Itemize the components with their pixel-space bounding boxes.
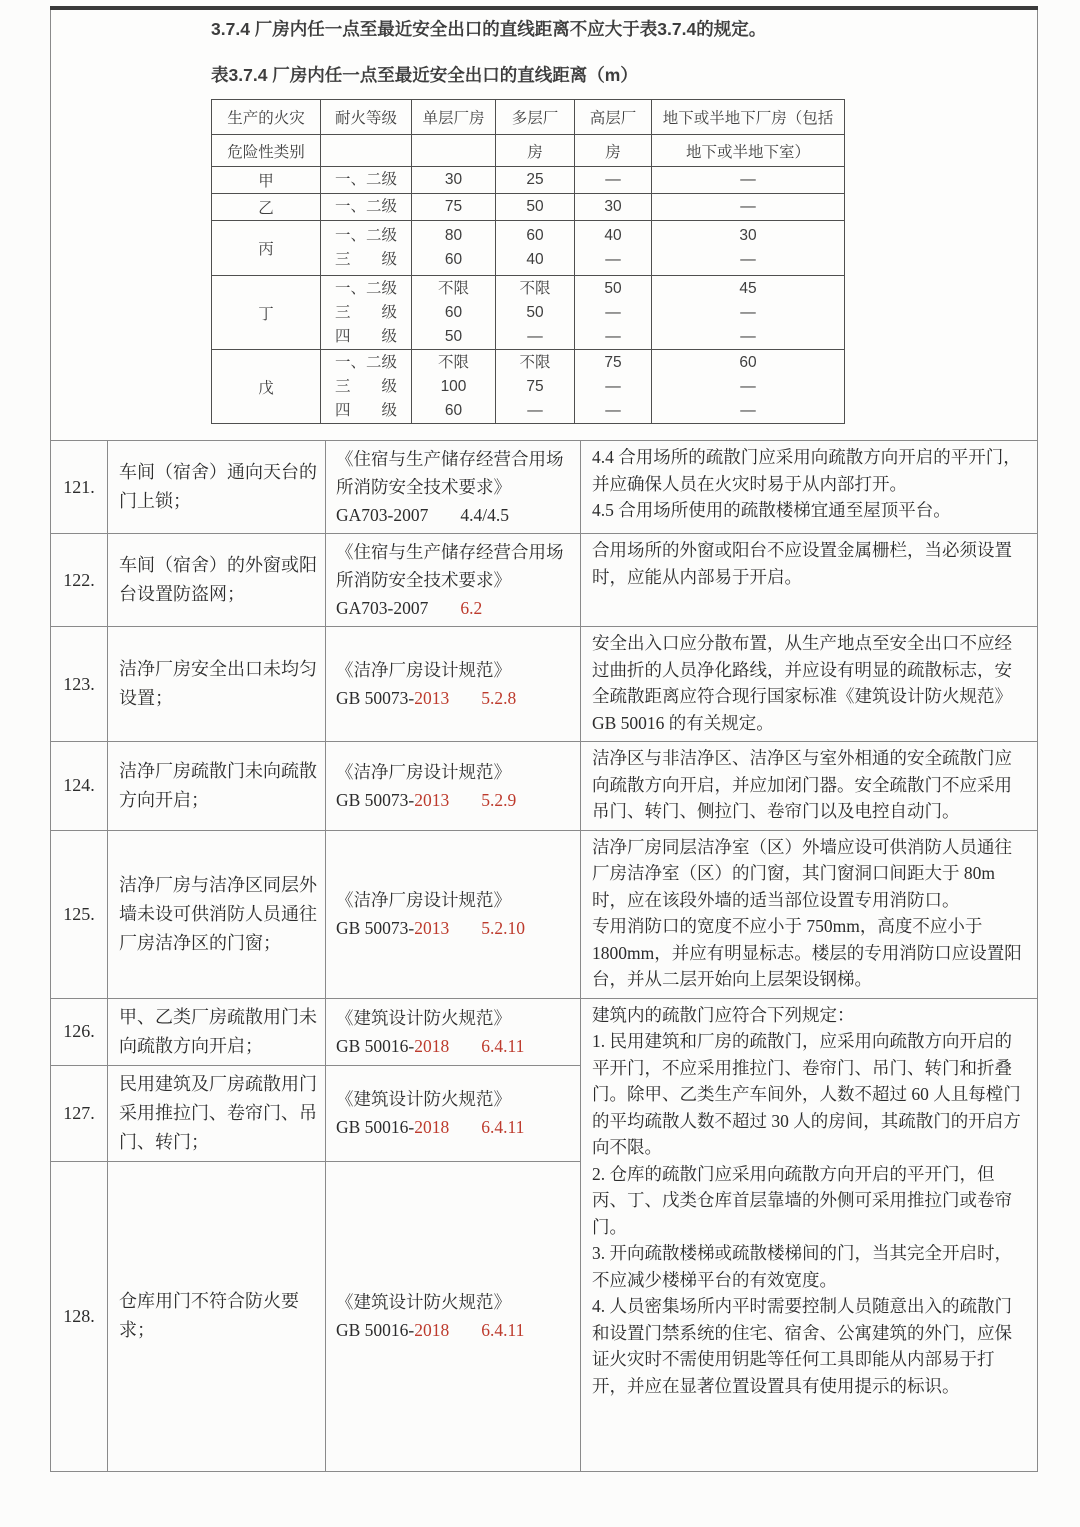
distance-cell-line: —: [605, 327, 621, 345]
requirement-paragraph: 3. 开向疏散楼梯或疏散楼梯间的门，当其完全开启时，不应减少楼梯平台的有效宽度。: [592, 1243, 1012, 1290]
fire-hazard-category: 戊: [212, 350, 321, 424]
high-rise-value: [575, 350, 652, 424]
distance-header-cell: [412, 135, 496, 167]
regulation-code-line: [336, 684, 574, 712]
violation-item: 洁净厂房安全出口未均匀设置；: [108, 627, 326, 742]
multi-storey-value: [496, 167, 575, 194]
violation-item: 车间（宿舍）通向天台的门上锁；: [108, 441, 326, 534]
regulation-ref: [326, 830, 581, 998]
distance-header-row: [212, 135, 845, 167]
regulation-title: 《建筑设计防火规范》: [336, 1007, 511, 1028]
high-rise-value: [575, 276, 652, 350]
fire-resistance-grade: [321, 276, 412, 350]
single-storey-value: [412, 276, 496, 350]
regulation-code-line: [336, 1113, 574, 1141]
distance-cell-line: 40: [604, 227, 622, 244]
distance-cell-line: 75: [444, 198, 463, 215]
distance-cell-line: 60: [526, 227, 544, 244]
requirement-text: [581, 441, 1038, 534]
high-rise-value: [575, 167, 652, 194]
distance-cell-line: 一、二级: [334, 171, 397, 188]
underground-value: [652, 221, 845, 276]
distance-cell-line: 一、二级: [334, 353, 397, 371]
distance-row: [212, 167, 845, 194]
violation-item: 甲、乙类厂房疏散用门未向疏散方向开启；: [108, 998, 326, 1065]
distance-cell-line: 不限: [519, 353, 551, 371]
row-number: 126.: [51, 998, 108, 1065]
distance-cell-line: —: [740, 171, 756, 188]
regulation-ref: [326, 441, 581, 534]
distance-cell-line: —: [740, 303, 756, 321]
regulation-title: 《洁净厂房设计规范》: [336, 761, 511, 782]
distance-cell-line: —: [605, 303, 621, 321]
intro-row: [51, 8, 1038, 441]
distance-cell-line: 50: [604, 279, 622, 297]
violation-item: 仓库用门不符合防火要求；: [108, 1161, 326, 1471]
regulation-section: 6.4.11: [481, 1320, 525, 1340]
regulation-ref: [326, 742, 581, 831]
single-storey-value: [412, 194, 496, 221]
distance-header-cell: 生产的火灾: [212, 100, 321, 135]
regulation-title: 《住宿与生产储存经营合用场所消防安全技术要求》: [336, 449, 564, 497]
distance-cell-line: 40: [526, 251, 544, 268]
checklist-row: [51, 441, 1038, 534]
distance-cell-line: 不限: [437, 353, 469, 371]
violation-item: 洁净厂房与洁净区同层外墙未设可供消防人员通往厂房洁净区的门窗；: [108, 830, 326, 998]
row-number: 121.: [51, 441, 108, 534]
distance-cell-line: —: [740, 198, 756, 215]
regulation-code: GB 50073-: [336, 789, 415, 810]
regulation-ref: [326, 627, 581, 742]
distance-header-cell: 多层厂: [496, 100, 575, 135]
distance-cell-line: 不限: [519, 279, 551, 297]
distance-header-cell: 房: [575, 135, 652, 167]
regulation-code: GB 50016-: [336, 1117, 415, 1137]
distance-cell-line: 三 级: [334, 251, 397, 268]
regulation-ref: [326, 534, 581, 627]
distance-table-rows: [212, 100, 845, 424]
regulation-year: 2018: [414, 1117, 450, 1137]
regulation-section: 6.2: [460, 598, 483, 618]
distance-cell-line: —: [740, 327, 756, 345]
requirement-paragraph: 洁净厂房同层洁净室（区）外墙应设可供消防人员通往厂房洁净室（区）的门窗，其门窗洞口间距大于 80m 时，应在该段外墙的适当部位设置专用消防口。: [592, 836, 1012, 910]
fire-resistance-grade: [321, 350, 412, 424]
distance-header-cell: 房: [496, 135, 575, 167]
distance-cell-line: 30: [444, 171, 463, 188]
distance-header-cell: 危险性类别: [212, 135, 321, 167]
fire-hazard-category: 丁: [212, 276, 321, 350]
distance-header-cell: 地下或半地下室）: [652, 135, 845, 167]
underground-value: [652, 350, 845, 424]
regulation-year: 2018: [414, 1035, 450, 1056]
fire-hazard-category: 乙: [212, 194, 321, 221]
distance-cell-line: —: [605, 401, 621, 419]
checklist-row: [51, 830, 1038, 998]
distance-cell-line: —: [527, 401, 543, 419]
regulation-year: 2013: [414, 918, 450, 938]
requirement-paragraph: 安全出入口应分散布置，从生产地点至安全出口不应经过曲折的人员净化路线，并应设有明显的疏散标志，安全疏散距离应符合现行国家标准《建筑设计防火规范》GB 50016 的有关规定。: [592, 633, 1012, 733]
distance-cell-line: 四 级: [334, 401, 397, 419]
regulation-code-line: [336, 1316, 574, 1344]
regulation-title: 《洁净厂房设计规范》: [336, 890, 511, 910]
regulation-year: 2013: [414, 688, 450, 708]
requirement-paragraph: 洁净区与非洁净区、洁净区与室外相通的安全疏散门应向疏散方向开启，并应加闭门器。安全疏散门不应采用吊门、转门、侧拉门、卷帘门以及电控自动门。: [592, 748, 1012, 821]
high-rise-value: [575, 194, 652, 221]
distance-row: [212, 350, 845, 424]
distance-cell-line: —: [527, 327, 543, 345]
distance-table-caption: 表3.7.4 厂房内任一点至最近安全出口的直线距离（m）: [211, 65, 638, 85]
distance-header-cell: 地下或半地下厂房（包括: [652, 100, 845, 135]
distance-cell-line: 80: [444, 227, 463, 244]
requirement-paragraph: 专用消防口的宽度不应小于 750mm，高度不应小于 1800mm，并应有明显标志。楼层的专用消防口应设置阳台，并从二层开始向上层架设钢梯。: [592, 916, 1022, 989]
distance-cell-line: —: [740, 401, 756, 419]
violation-item: 车间（宿舍）的外窗或阳台设置防盗网；: [108, 534, 326, 627]
distance-cell-line: 三 级: [334, 377, 397, 395]
distance-cell-line: 60: [739, 353, 757, 371]
distance-header-cell: 耐火等级: [321, 100, 412, 135]
distance-table: [211, 99, 845, 424]
checklist-table: [50, 6, 1038, 1472]
distance-cell-line: 四 级: [334, 327, 397, 345]
distance-cell-line: 50: [526, 303, 544, 321]
distance-cell-line: 60: [444, 303, 463, 321]
row-number: 122.: [51, 534, 108, 627]
requirement-paragraph: 建筑内的疏散门应符合下列规定：: [592, 1004, 855, 1025]
requirement-text: [581, 742, 1038, 831]
intro-cell: [51, 8, 1038, 441]
distance-cell-line: 60: [444, 251, 463, 268]
regulation-ref: [326, 998, 581, 1065]
distance-cell-line: 30: [604, 198, 622, 215]
clause-text: 3.7.4 厂房内任一点至最近安全出口的直线距离不应大于表3.7.4的规定。: [211, 19, 767, 39]
requirement-text: [581, 627, 1038, 742]
single-storey-value: [412, 221, 496, 276]
underground-value: [652, 167, 845, 194]
regulation-code: GA703-2007: [336, 505, 429, 525]
requirement-paragraph: 合用场所的外窗或阳台不应设置金属栅栏，当必须设置时，应能从内部易于开启。: [592, 540, 1012, 587]
regulation-title: 《建筑设计防火规范》: [336, 1292, 511, 1312]
distance-cell-line: 一、二级: [334, 227, 397, 244]
regulation-title: 《住宿与生产储存经营合用场所消防安全技术要求》: [336, 542, 564, 590]
requirement-text: [581, 998, 1038, 1471]
regulation-section: 5.2.10: [481, 918, 526, 938]
multi-storey-value: [496, 350, 575, 424]
requirement-paragraph: 1. 民用建筑和厂房的疏散门，应采用向疏散方向开启的平开门，不应采用推拉门、卷帘门、吊门、转门和折叠门。除甲、乙类生产车间外，人数不超过 60 人且每樘门的平均疏散人数不超过 30 人的房间，其疏散门的开启方向不限。: [592, 1031, 1021, 1157]
underground-value: [652, 276, 845, 350]
fire-resistance-grade: [321, 194, 412, 221]
row-number: 124.: [51, 742, 108, 831]
underground-value: [652, 194, 845, 221]
violation-item: 洁净厂房疏散门未向疏散方向开启；: [108, 742, 326, 831]
distance-cell-line: 50: [526, 198, 544, 215]
distance-cell-line: 60: [444, 401, 463, 419]
regulation-year: 2018: [414, 1320, 450, 1340]
requirement-paragraph: 4. 人员密集场所内平时需要控制人员随意出入的疏散门和设置门禁系统的住宅、宿舍、公寓建筑的外门，应保证火灾时不需使用钥匙等任何工具即能从内部易于打开，并应在显著位置设置具有使用提示的标识。: [592, 1296, 1012, 1396]
distance-cell-line: 45: [739, 279, 757, 297]
distance-cell-line: —: [740, 251, 756, 268]
distance-row: [212, 221, 845, 276]
distance-cell-line: 50: [444, 327, 463, 345]
regulation-ref: [326, 1161, 581, 1471]
distance-cell-line: 不限: [437, 279, 469, 297]
distance-cell-line: 100: [440, 377, 467, 395]
distance-cell-line: —: [740, 377, 756, 395]
fire-hazard-category: 甲: [212, 167, 321, 194]
distance-row: [212, 276, 845, 350]
regulation-code: GB 50073-: [336, 918, 415, 938]
distance-header-cell: [321, 135, 412, 167]
regulation-code: GA703-2007: [336, 598, 429, 618]
regulation-code: GB 50073-: [336, 688, 415, 708]
distance-header-cell: 单层厂房: [412, 100, 496, 135]
requirement-text: [581, 830, 1038, 998]
regulation-section: 4.4/4.5: [460, 505, 509, 525]
checklist-row: [51, 742, 1038, 831]
distance-cell-line: —: [605, 251, 621, 268]
regulation-code-line: [336, 786, 574, 814]
multi-storey-value: [496, 221, 575, 276]
regulation-code: GB 50016-: [336, 1035, 415, 1056]
multi-storey-value: [496, 276, 575, 350]
distance-row: [212, 194, 845, 221]
fire-resistance-grade: [321, 221, 412, 276]
fire-resistance-grade: [321, 167, 412, 194]
checklist-row: [51, 534, 1038, 627]
checklist-body: [51, 8, 1038, 1471]
distance-cell-line: —: [605, 377, 621, 395]
regulation-code-line: [336, 501, 574, 529]
checklist-row: [51, 627, 1038, 742]
regulation-section: 6.4.11: [481, 1117, 525, 1137]
distance-cell-line: 30: [739, 227, 757, 244]
distance-header-row: [212, 100, 845, 135]
regulation-ref: [326, 1065, 581, 1161]
requirement-paragraph: 2. 仓库的疏散门应采用向疏散方向开启的平开门，但丙、丁、戊类仓库首层靠墙的外侧可采用推拉门或卷帘门。: [592, 1163, 1012, 1237]
distance-cell-line: 25: [526, 171, 544, 188]
regulation-year: 2013: [414, 789, 450, 810]
requirement-text: [581, 534, 1038, 627]
distance-cell-line: 一、二级: [334, 279, 397, 297]
regulation-code: GB 50016-: [336, 1320, 415, 1340]
row-number: 125.: [51, 830, 108, 998]
regulation-section: 5.2.9: [481, 789, 517, 810]
distance-cell-line: —: [605, 171, 621, 188]
distance-cell-line: 一、二级: [334, 198, 397, 215]
regulation-code-line: [336, 1032, 574, 1060]
regulation-code-line: [336, 914, 574, 942]
regulation-title: 《建筑设计防火规范》: [336, 1089, 511, 1109]
single-storey-value: [412, 167, 496, 194]
distance-cell-line: 三 级: [334, 303, 397, 321]
distance-cell-line: 75: [604, 353, 622, 371]
requirement-paragraph: 4.4 合用场所的疏散门应采用向疏散方向开启的平开门，并应确保人员在火灾时易于从内部打开。: [592, 447, 1021, 494]
row-number: 127.: [51, 1065, 108, 1161]
distance-cell-line: 75: [526, 377, 544, 395]
row-number: 123.: [51, 627, 108, 742]
regulation-section: 6.4.11: [481, 1035, 525, 1056]
high-rise-value: [575, 221, 652, 276]
fire-hazard-category: 丙: [212, 221, 321, 276]
distance-header-cell: 高层厂: [575, 100, 652, 135]
single-storey-value: [412, 350, 496, 424]
regulation-section: 5.2.8: [481, 688, 517, 708]
regulation-title: 《洁净厂房设计规范》: [336, 660, 511, 680]
requirement-paragraph: 4.5 合用场所使用的疏散楼梯宜通至屋顶平台。: [592, 500, 951, 520]
violation-item: 民用建筑及厂房疏散用门采用推拉门、卷帘门、吊门、转门；: [108, 1065, 326, 1161]
multi-storey-value: [496, 194, 575, 221]
checklist-row: [51, 998, 1038, 1065]
row-number: 128.: [51, 1161, 108, 1471]
regulation-code-line: [336, 594, 574, 622]
